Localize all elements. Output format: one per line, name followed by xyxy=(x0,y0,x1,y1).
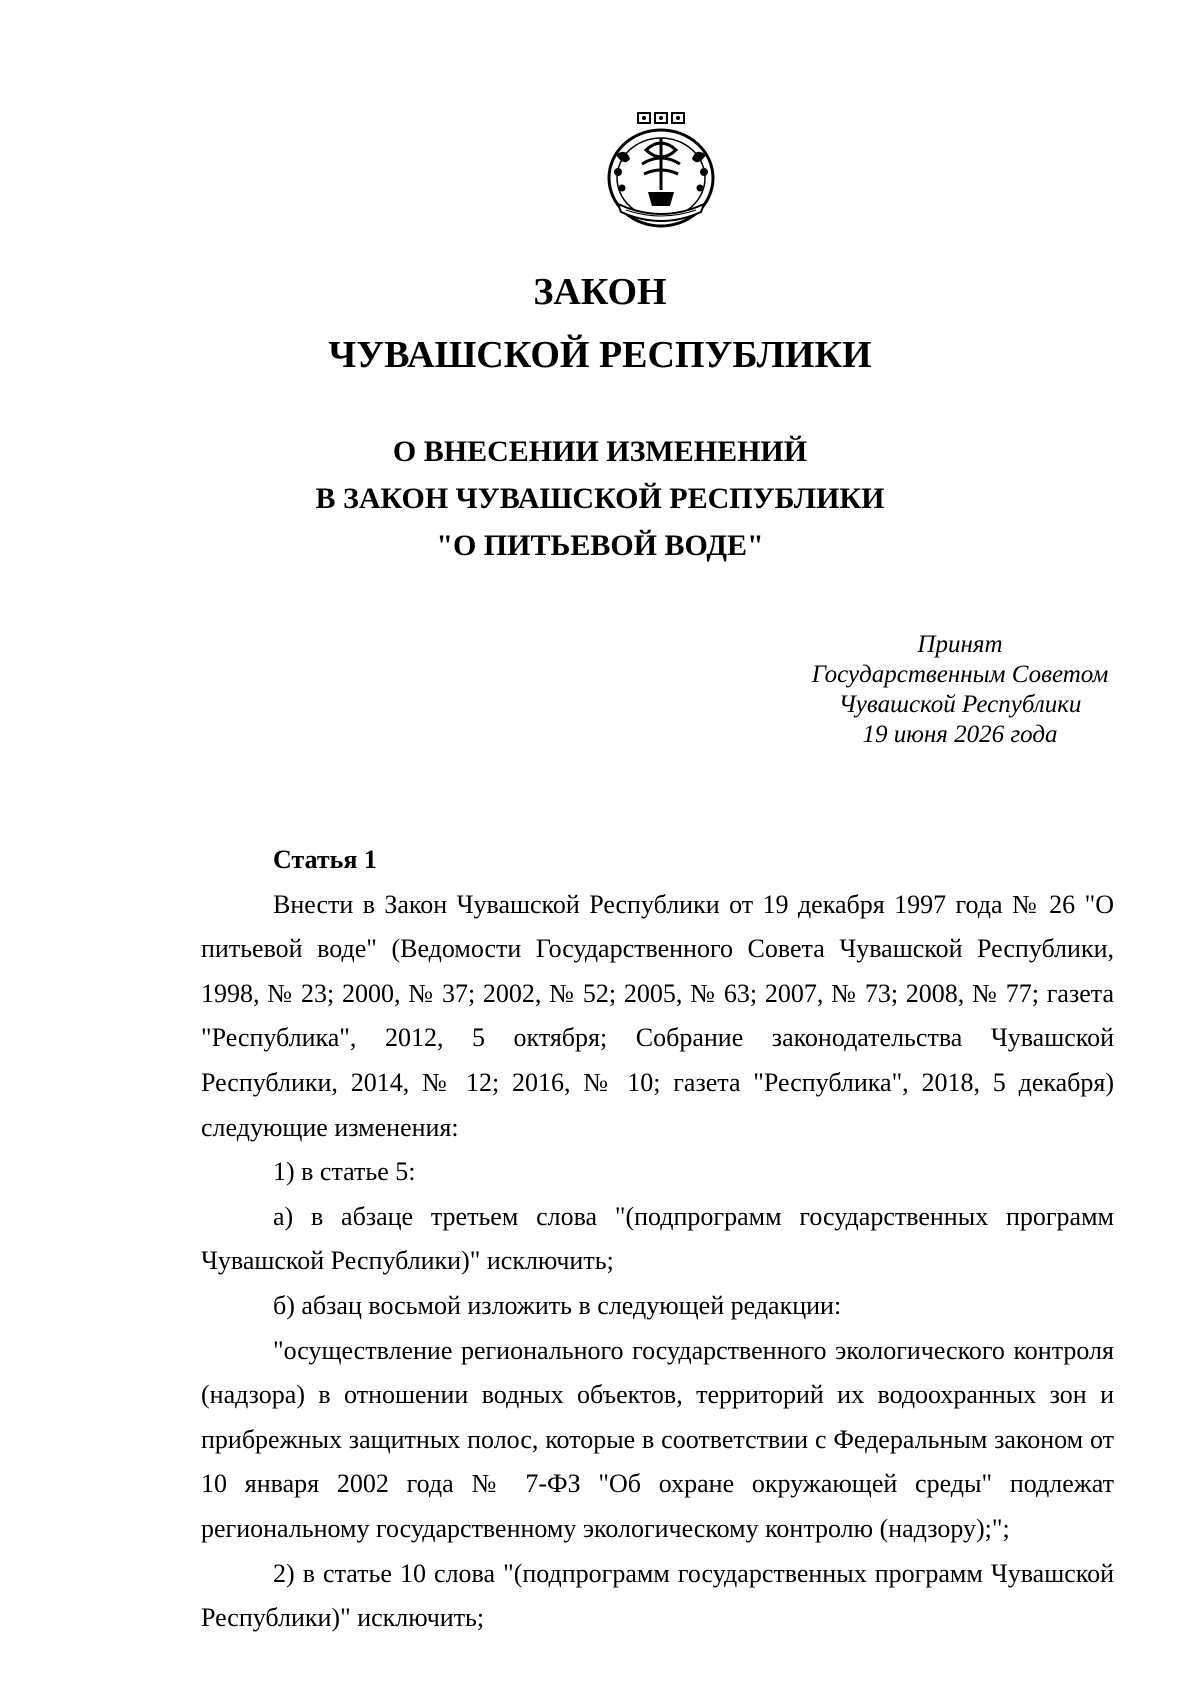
law-title: ЗАКОН xyxy=(533,271,667,313)
coat-of-arms-emblem xyxy=(596,110,726,230)
article-body xyxy=(201,838,1114,1641)
article-paragraph: "осуществление регионального государственного экологического контроля (надзора) в отношении водных объектов, территорий их водоохранных зон и прибрежных защитных полос, которые в соответствии с Федеральным законом от 10 января 2002 года № 7-ФЗ "Об охране окружающей среды" подлежат региональному государственному экологическому контролю (надзору);"; xyxy=(201,1335,1114,1543)
article-paragraph: б) абзац восьмой изложить в следующей редакции: xyxy=(273,1290,842,1320)
subtitle-line: В ЗАКОН ЧУВАШСКОЙ РЕСПУБЛИКИ xyxy=(315,482,885,515)
article-paragraph: Внести в Закон Чувашской Республики от 19 декабря 1997 года № 26 "О питьевой воде" (Ведомости Государственного Совета Чувашской Республики, 1998, № 23; 2000, № 37; 2002, № 52; 2005, № 63; 2007, № 73; 2008, № 77; газета "Республика", 2012, 5 октября; Собрание законодательства Чувашской Республики, 2014, № 12; 2016, № 10; газета "Республика", 2018, 5 декабря) следующие изменения: xyxy=(201,889,1114,1142)
article-heading: Статья 1 xyxy=(273,845,377,874)
subtitle-line: "О ПИТЬЕВОЙ ВОДЕ" xyxy=(436,529,764,562)
adoption-line: Государственным Советом xyxy=(811,661,1109,688)
law-subtitle xyxy=(0,428,1200,569)
law-title-republic: ЧУВАШСКОЙ РЕСПУБЛИКИ xyxy=(328,334,872,376)
adoption-line: Принят xyxy=(917,631,1003,658)
adoption-date: 19 июня 2026 года xyxy=(862,721,1058,748)
article-paragraph: 2) в статье 10 слова "(подпрограмм государственных программ Чувашской Республики)" исключить; xyxy=(201,1558,1114,1633)
article-paragraph: 1) в статье 5: xyxy=(273,1157,416,1187)
article-paragraph: а) в абзаце третьем слова "(подпрограмм государственных программ Чувашской Республики)" исключить; xyxy=(201,1201,1114,1276)
adoption-note xyxy=(780,630,1140,750)
chuvash-republic-coat-of-arms-icon xyxy=(596,110,726,230)
subtitle-line: О ВНЕСЕНИИ ИЗМЕНЕНИЙ xyxy=(392,435,808,468)
adoption-line: Чувашской Республики xyxy=(838,691,1082,718)
